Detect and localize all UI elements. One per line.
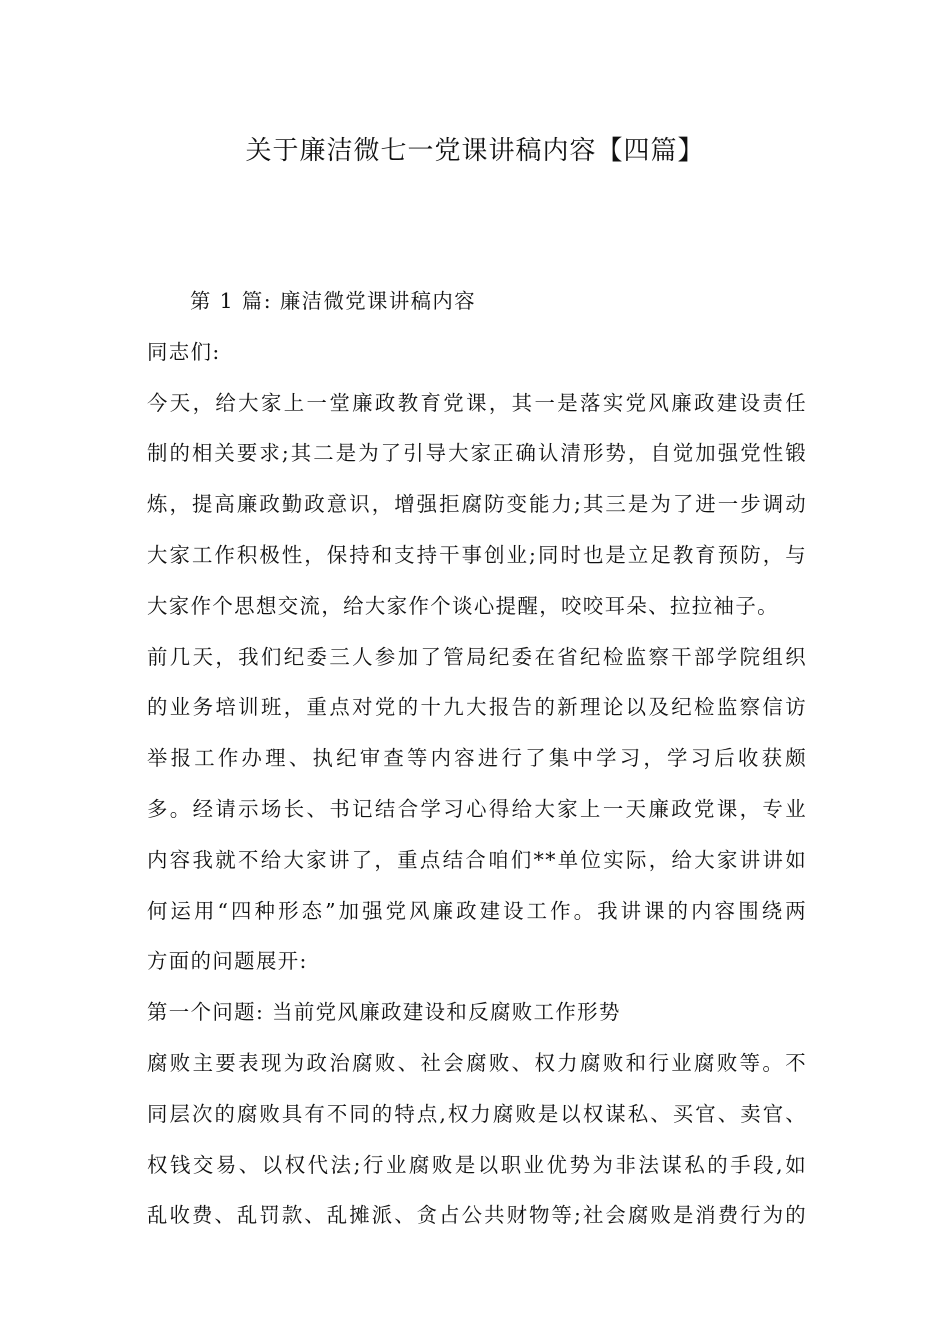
- paragraph-line: 内容我就不给大家讲了，重点结合咱们**单位实际，给大家讲讲如: [147, 847, 807, 872]
- paragraph-line: 制的相关要求;其二是为了引导大家正确认清形势，自觉加强党性锻: [147, 441, 807, 466]
- paragraph-line: 权钱交易、以权代法;行业腐败是以职业优势为非法谋私的手段,如: [147, 1152, 807, 1177]
- paragraph-line: 炼，提高廉政勤政意识，增强拒腐防变能力;其三是为了进一步调动: [147, 492, 807, 517]
- paragraph-line: 何运用“四种形态”加强党风廉政建设工作。我讲课的内容围绕两: [147, 898, 807, 923]
- salutation: 同志们:: [147, 339, 221, 364]
- paragraph-line: 的业务培训班，重点对党的十九大报告的新理论以及纪检监察信访: [147, 695, 807, 720]
- paragraph-line: 多。经请示场长、书记结合学习心得给大家上一天廉政党课，专业: [147, 796, 807, 821]
- paragraph-line: 腐败主要表现为政治腐败、社会腐败、权力腐败和行业腐败等。不: [147, 1050, 807, 1075]
- document-body: [147, 283, 807, 1248]
- paragraph-line: 举报工作办理、执纪审查等内容进行了集中学习，学习后收获颇: [147, 746, 807, 771]
- paragraph-line: 乱收费、乱罚款、乱摊派、贪占公共财物等;社会腐败是消费行为的: [147, 1203, 807, 1228]
- paragraph-line: 同层次的腐败具有不同的特点,权力腐败是以权谋私、买官、卖官、: [147, 1101, 807, 1126]
- paragraph-line: 大家工作积极性，保持和支持干事创业;同时也是立足教育预防，与: [147, 542, 807, 567]
- paragraph-line: 前几天，我们纪委三人参加了管局纪委在省纪检监察干部学院组织: [147, 644, 807, 669]
- paragraph-line: 今天，给大家上一堂廉政教育党课，其一是落实党风廉政建设责任: [147, 390, 807, 415]
- section-heading: 第 1 篇: 廉洁微党课讲稿内容: [190, 289, 476, 313]
- subsection-heading: 第一个问题: 当前党风廉政建设和反腐败工作形势: [147, 1000, 621, 1025]
- document-title: 关于廉洁微七一党课讲稿内容【四篇】: [245, 136, 705, 166]
- paragraph-line: 大家作个思想交流，给大家作个谈心提醒，咬咬耳朵、拉拉袖子。: [147, 593, 779, 618]
- paragraph-line: 方面的问题展开:: [147, 949, 308, 974]
